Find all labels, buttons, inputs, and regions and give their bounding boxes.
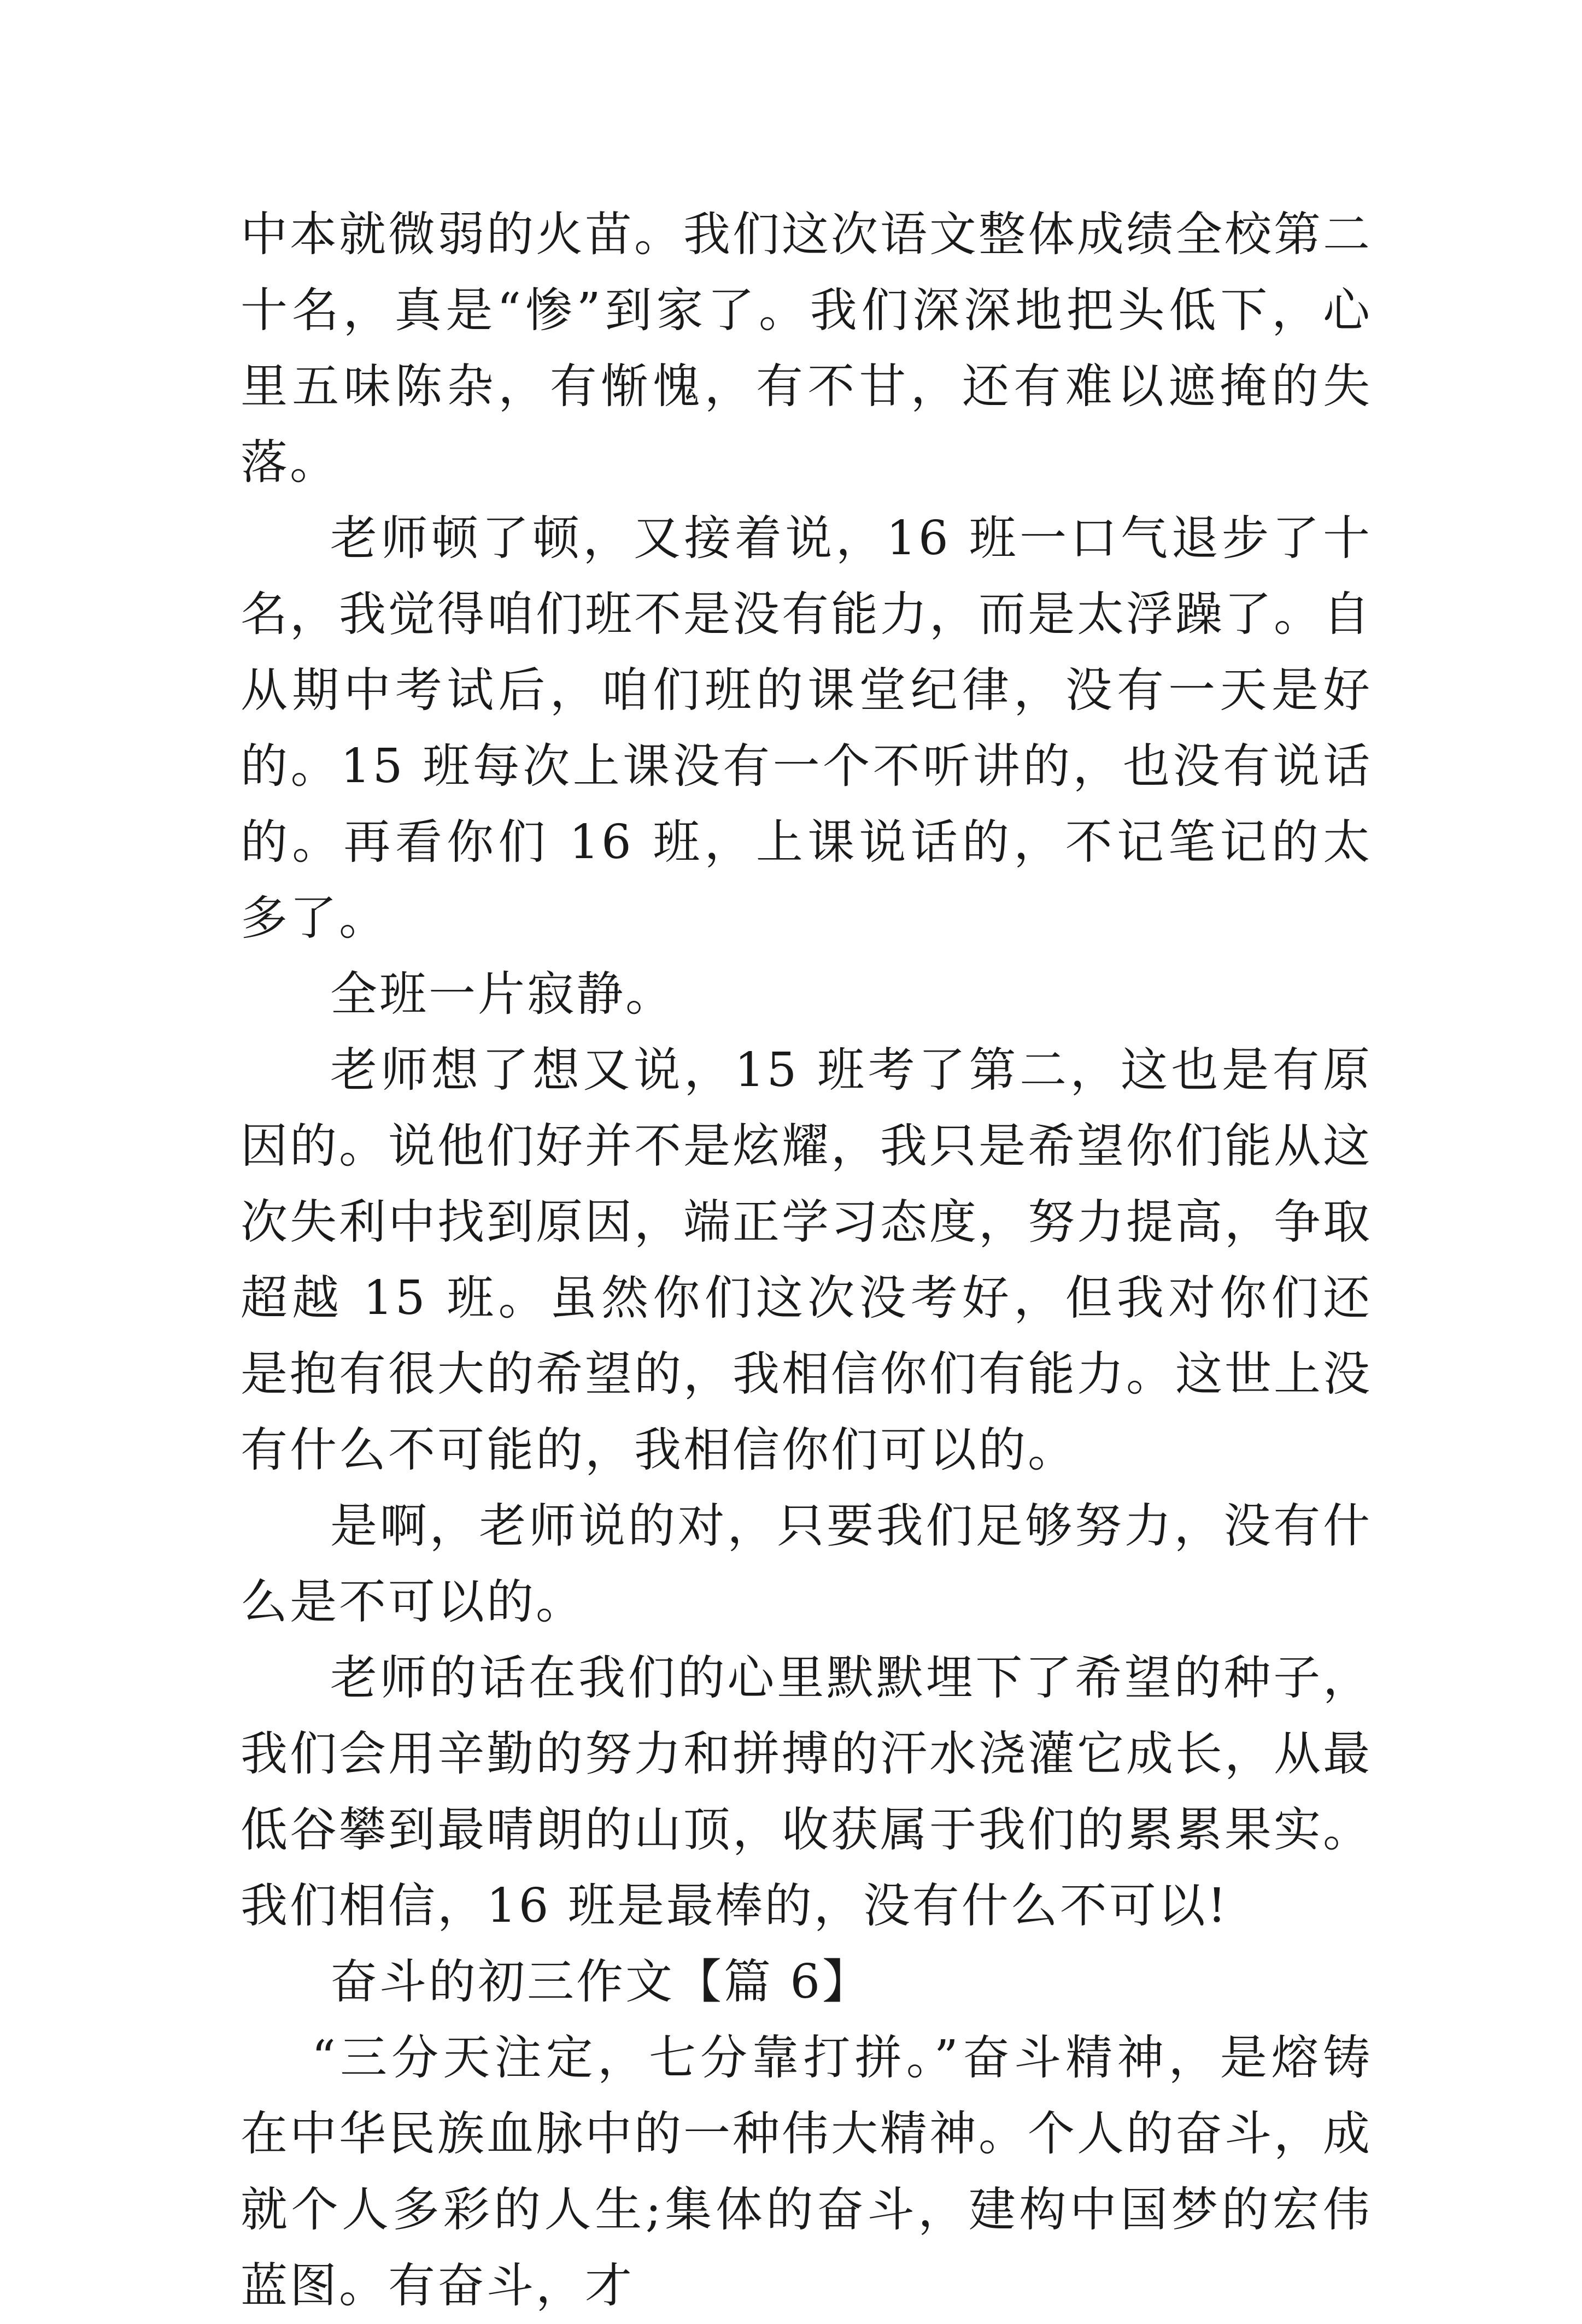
section-heading: 奋斗的初三作文【篇 6】 (330, 1955, 872, 2009)
document-body (241, 197, 1372, 2324)
paragraph-1: 中本就微弱的火苗。我们这次语文整体成绩全校第二十名，真是“惨”到家了。我们深深地把头低下，心里五味陈杂，有惭愧，有不甘，还有难以遮掩的失落。 (241, 207, 1372, 490)
paragraph-6: 老师的话在我们的心里默默埋下了希望的种子，我们会用辛勤的努力和拼搏的汗水浇灌它成长，从最低谷攀到最晴朗的山顶，收获属于我们的累累果实。我们相信，16 班是最棒的，没有什么不可以! (241, 1651, 1372, 1933)
paragraph-2: 老师顿了顿，又接着说，16 班一口气退步了十名，我觉得咱们班不是没有能力，而是太浮躁了。自从期中考试后，咱们班的课堂纪律，没有一天是好的。15 班每次上课没有一个不听讲的，也没有说话的。再看你们 16 班，上课说话的，不记笔记的太多了。 (241, 511, 1372, 946)
paragraph-5: 是啊，老师说的对，只要我们足够努力，没有什么是不可以的。 (241, 1499, 1372, 1629)
paragraph-4: 老师想了想又说，15 班考了第二，这也是有原因的。说他们好并不是炫耀，我只是希望你们能从这次失利中找到原因，端正学习态度，努力提高，争取超越 15 班。虽然你们这次没考好，但我对你们还是抱有很大的希望的，我相信你们有能力。这世上没有什么不可能的，我相信你们可以的。 (241, 1043, 1372, 1477)
paragraph-3: 全班一片寂静。 (330, 967, 675, 1022)
paragraph-7: “三分天注定，七分靠打拼。”奋斗精神，是熔铸在中华民族血脉中的一种伟大精神。个人的奋斗，成就个人多彩的人生;集体的奋斗，建构中国梦的宏伟蓝图。有奋斗，才 (241, 2030, 1372, 2313)
